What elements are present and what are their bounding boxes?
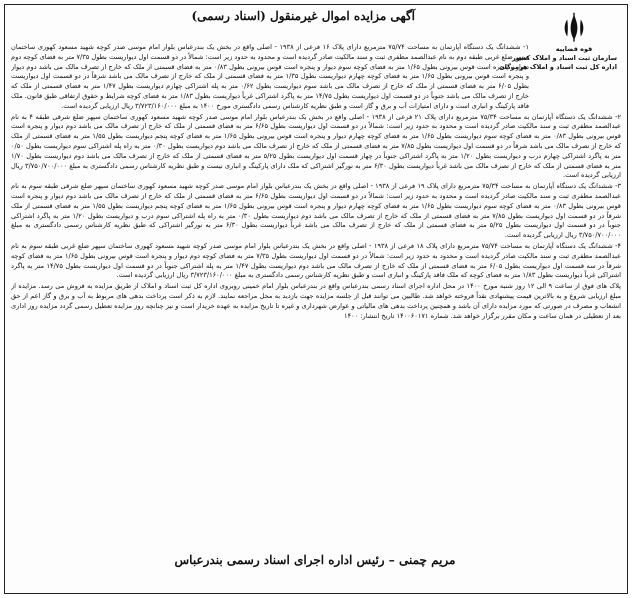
auction-notice xyxy=(4,4,628,594)
org-line-province: اداره کل ثبت اسناد و املاک هرمزگان xyxy=(499,63,617,71)
iran-emblem-icon xyxy=(557,11,591,45)
property-item-3: ۳- ششدانگ یک دستگاه آپارتمان به مساحت ۷۵/۳۴ مترمربع دارای پلاک ۱۹ فرعی از ۱۹۳۸ - اصلی واقع در بخش یک بندرعباس بلوار امام موسی صدر کوچه شهید مسعود کهوری ساختمان سپهر ضلع شرقی طبقه سوم به نام عبدالصمد مظفری ثبت و سند مالکیت صادر گردیده است و محدود به حدود زیر است: شمالاً در دو قسمت اول دیواریست بطول ۶/۶۵ متر به فضای قسمتی از ملک که خارج از تصرف مالک می باشد دوم دیوار و پنجره است قوس بیرونی بطول ۰/۸۳ متر به فضای کوچه سوم دیواریست بطول ۱/۶۵ متر به فضای کوچه چهارم دیوار و پنجره است قوس بیرونی بطول ۱/۶۵ متر به فضای کوچه پنجم دیواریست بطول ۱/۵۵ متر به فضای قسمتی از ملک شرقاً در دو قسمت اول دیواریست بطول ۷/۸۵ متر به فضای قسمتی از ملک که خارج از تصرف مالک می باشد دوم دیواریست بطول ۰/۳۰ متر به راه پله اشتراکی سوم درب و دیواریست بطول ۱/۲۰ متر به پاگرد اشتراکی جنوباً در دو قسمت اول دیواریست بطول ۵/۲۵ متر به فضای قسمتی از ملک که خارج از تصرف مالک می باشد غرباً دیواریست بطول ۶/۳۰ متر به نورگیر اشتراکی که طبق نظریه کارشناس رسمی دادگستری به مبلغ ۳/۷۵۰/۷۰۰/۰۰۰ ریال ارزیابی گردیده است. xyxy=(11,182,621,240)
signature-line: مریم چمنی – رئیس اداره اجرای اسناد رسمی بندرعباس xyxy=(174,553,456,567)
notice-body xyxy=(11,43,621,553)
property-item-1: ۱- ششدانگ یک دستگاه آپارتمان به مساحت ۷۵/۷۴ مترمربع دارای پلاک ۱۶ فرعی از ۱۹۳۸ - اصلی واقع در بخش یک بندرعباس بلوار امام موسی صدر کوچه شهید مسعود کهوری ساختمان سپهر ضلع غربی طبقه دوم به نام عبدالصمد مظفری ثبت و سند مالکیت صادر گردیده است و محدود به حدود زیر است: شمالاً در دو قسمت اول دیواریست بطول ۷/۳۵ متر به فضای کوچه دوم دیوار و پنجره است قوس بیرونی بطول ۱/۶۵ متر به فضای کوچه سوم دیوار و پنجره است قوس بیرونی بطول ۰/۸۳ متر به فضای قسمتی از ملک که خارج از تصرف مالک می باشد دوم دیوار و پنجره است قوس بیرونی بطول ۱/۶۵ متر به فضای کوچه چهارم دیواریست بطول ۱/۳۵ متر به فضای قسمتی از ملک که خارج از تصرف مالک می باشد شرقاً در دو قسمت اول دیواریست بطول ۶/۰۵ متر به فضای قسمتی از ملک که خارج از تصرف مالک می باشد سوم دیواریست بطول ۰/۶۲ متر به پله اشتراکی چهارم دیواریست بطول ۱/۴۷ متر به فضای قسمتی از ملک که خارج از تصرف مالک می باشد جنوباً در دو قسمت اول دیواریست بطول ۱۴/۷۵ متر به پاگرد اشتراکی غرباً دیواریست بطول ۱/۸۳ متر به فضای کوچه شرایط و حقوق ارتفاقی طبق قانون. ملک فاقد پارکینگ و انباری است و دارای امتیازات آب و برق و گاز است و طبق نظریه کارشناس رسمی دادگستری مورخ ۱۴۰۰ به مبلغ ۳/۷۲۳/۱۶۰/۰۰۰ ریال ارزیابی گردیده است. xyxy=(11,43,530,110)
property-item-4: ۴- ششدانگ یک دستگاه آپارتمان به مساحت ۷۵/۷۴ مترمربع دارای پلاک ۱۸ فرعی از ۱۹۳۸ - اصلی واقع در بخش یک بندرعباس بلوار امام موسی صدر کوچه شهید مسعود کهوری ساختمان سپهر ضلع غربی طبقه سوم به نام عبدالصمد مظفری ثبت و سند مالکیت صادر گردیده است و محدود به حدود زیر است: شمالاً در دو قسمت اول دیواریست بطول ۷/۳۵ متر به فضای کوچه دوم دیوار و پنجره است قوس بیرونی بطول ۱/۶۵ متر به فضای کوچه شرقاً در سه قسمت اول دیواریست بطول ۶/۰۵ متر به فضای قسمتی از ملک که خارج از تصرف مالک می باشد دوم دیواریست بطول ۱/۴۷ متر به پله اشتراکی جنوباً در دو قسمت اول دیواریست بطول ۱۴/۷۵ متر به پاگرد اشتراکی غرباً دیواریست بطول ۱/۸۳ متر به فضای کوچه که ملک فاقد پارکینگ و انباری است و طبق نظریه کارشناس رسمی دادگستری به مبلغ ۳/۷۲۳/۱۶۰/۰۰۰ ریال ارزیابی گردیده است. xyxy=(11,241,621,280)
auction-terms: پلاک های فوق از ساعت ۹ الی ۱۲ روز شنبه مورخ ۱۴۰۰ در محل اداره اجرای اسناد رسمی بندرعباس واقع در بندرعباس بلوار امام خمینی روبروی اداره کل ثبت اسناد و املاک از طریق مزایده به فروش می رسد. مزایده از مبلغ ارزیابی شروع و به بالاترین قیمت پیشنهادی نقداً فروخته خواهد شد. طالبین می توانند قبل از جلسه مزایده جهت بازدید به محل مراجعه نمایند. لازم به ذکر است پرداخت بدهی های مربوط به آب و برق و گاز اعم از حق انشعاب و مصرف در صورتی که مورد مزایده دارای آن باشد و همچنین پرداخت بدهی های مالیاتی و عوارض شهرداری و غیره تا تاریخ مزایده به عهده خریدار است و نیز چنانچه روز مزایده تعطیل رسمی گردد مزایده روز اداری بعد از تعطیلی در همان ساعت و مکان مقرر برگزار خواهد شد. شماره ۱۴۰۰۶۰۱۷۱ تاریخ انتشار: ۱۴۰۰ xyxy=(11,282,621,320)
notice-header xyxy=(5,5,629,71)
org-line-judiciary: قوه قضاییه xyxy=(555,45,593,53)
property-item-2: ۲- ششدانگ یک دستگاه آپارتمان به مساحت ۷۵/۳۴ مترمربع دارای پلاک ۲۱ فرعی از ۱۹۳۸ - اصلی واقع در بخش یک بندرعباس بلوار امام موسی صدر کوچه شهید مسعود کهوری ساختمان سپهر ضلع شرقی طبقه ۴ به نام عبدالصمد مظفری ثبت و سند مالکیت صادر گردیده است و محدود به حدود زیر است: شمالاً در دو قسمت اول دیواریست بطول ۶/۶۵ متر به فضای قسمتی از ملک که خارج از تصرف مالک می باشد دوم دیوار و پنجره است قوس بیرونی بطول ۰/۸۳ متر به فضای کوچه سوم دیواریست بطول ۱/۶۵ متر به فضای کوچه چهارم دیوار و پنجره است قوس بیرونی بطول ۱/۶۵ متر به فضای کوچه پنجم دیواریست بطول ۱/۵۵ متر به فضای قسمتی از ملک که خارج از تصرف مالک می باشد شرقاً در دو قسمت اول دیواریست بطول ۷/۸۵ متر به فضای قسمتی از ملک که خارج از تصرف مالک می باشد دوم دیواریست بطول ۰/۳۰ متر به راه پله اشتراکی سوم دیواریست بطول ۰/۵۰ متر به پاگرد اشتراکی چهارم درب و دیواریست بطول ۱/۲۰ متر به پاگرد اشتراکی جنوباً در چهار قسمت اول دیواریست بطول ۵/۲۵ متر به فضای قسمتی از ملک که خارج از تصرف مالک می باشد دوم دیواریست بطول ۱/۷۰ متر به فضای قسمتی از ملک که خارج از تصرف مالک می باشد غرباً دیواریست بطول ۶/۳۰ متر به نورگیر اشتراکی که ملک دارای پارکینگ و انباری نیست و طبق نظریه کارشناس رسمی دادگستری به مبلغ ۳/۷۵۰/۷۰۰/۰۰۰ ریال ارزیابی گردیده است. xyxy=(11,112,621,180)
notice-title: آگهی مزایده اموال غیرمنقول (اسناد رسمی) xyxy=(191,9,415,23)
org-line-registration: سازمان ثبت اسناد و املاک کشور xyxy=(511,54,617,62)
